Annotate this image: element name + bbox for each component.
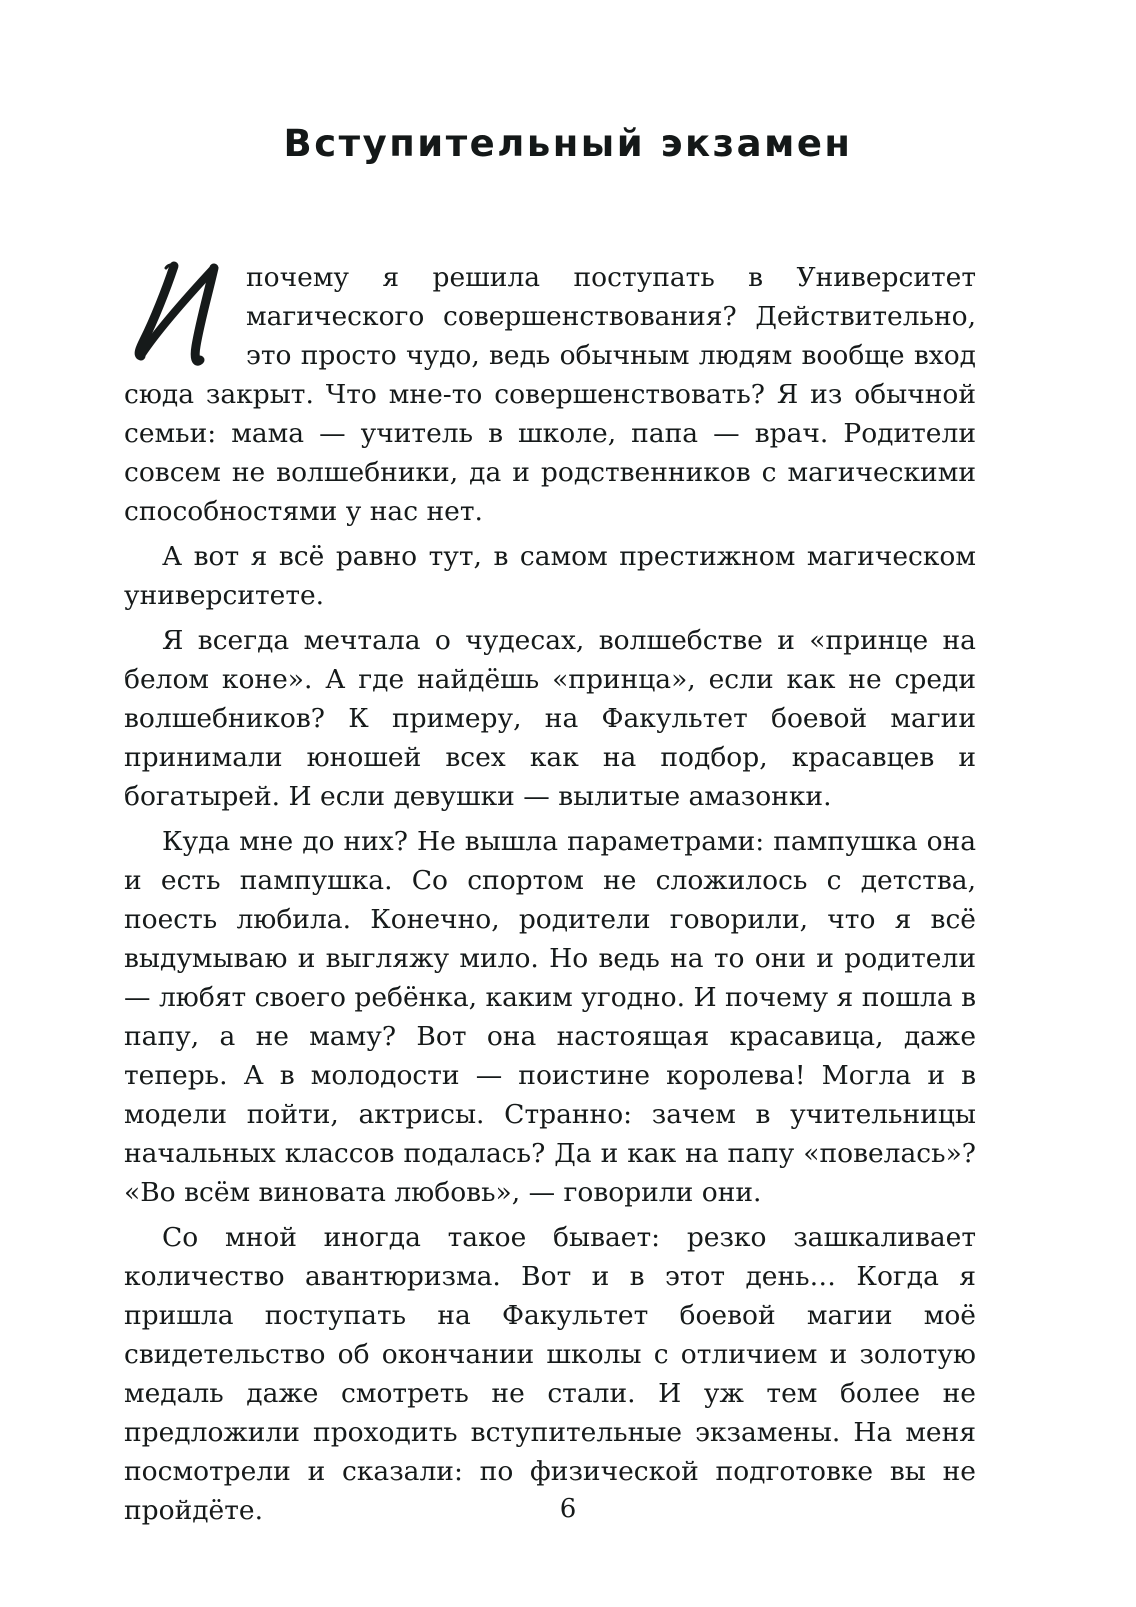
- paragraph-3: Я всегда мечтала о чудесах, волшебстве и «принце на белом коне». А где найдёшь «принца», если как не среди волшебников? К примеру, на Факультет боевой магии принимали юношей всех как на подбор, красавцев и богатырей. И если девушки — вылитые амазонки.: [124, 625, 976, 812]
- paragraph-2: А вот я всё равно тут, в самом престижном магическом университете.: [124, 541, 976, 611]
- page-number: 6: [559, 1494, 577, 1524]
- paragraph-1: [124, 258, 976, 531]
- chapter-body: [124, 258, 976, 1536]
- paragraph-5: Со мной иногда такое бывает: резко зашкаливает количество авантюризма. Вот и в этот день… Когда я пришла поступать на Факультет боевой магии моё свидетельство об окончании школы с отличием и золотую медаль даже смотреть не стали. И уж тем более не предложили проходить вступительные экзамены. На меня посмотрели и сказали: по физической подготовке вы не пройдёте.: [124, 1222, 976, 1526]
- paragraph-4: Куда мне до них? Не вышла параметрами: пампушка она и есть пампушка. Со спортом не сложилось с детства, поесть любила. Конечно, родители говорили, что я всё выдумываю и выгляжу мило. Но ведь на то они и родители — любят своего ребёнка, каким угодно. И почему я пошла в папу, а не маму? Вот она настоящая красавица, даже теперь. А в молодости — поистине королева! Могла и в модели пойти, актрисы. Странно: зачем в учительницы начальных классов подалась? Да и как на папу «повелась»? «Во всём виновата любовь», — говорили они.: [124, 826, 976, 1208]
- paragraph-1-text: почему я решила поступать в Университет магического совершенствования? Действительно, это просто чудо, ведь обычным людям вообще вход сюда закрыт. Что мне-то совершенствовать? Я из обычной семьи: мама — учитель в школе, папа — врач. Родители совсем не волшебники, да и родственников с магическими способностями у нас нет.: [124, 262, 976, 527]
- drop-cap-glyph: [128, 260, 232, 374]
- drop-cap-letter: [128, 260, 232, 374]
- chapter-title: Вступительный экзамен: [283, 122, 853, 165]
